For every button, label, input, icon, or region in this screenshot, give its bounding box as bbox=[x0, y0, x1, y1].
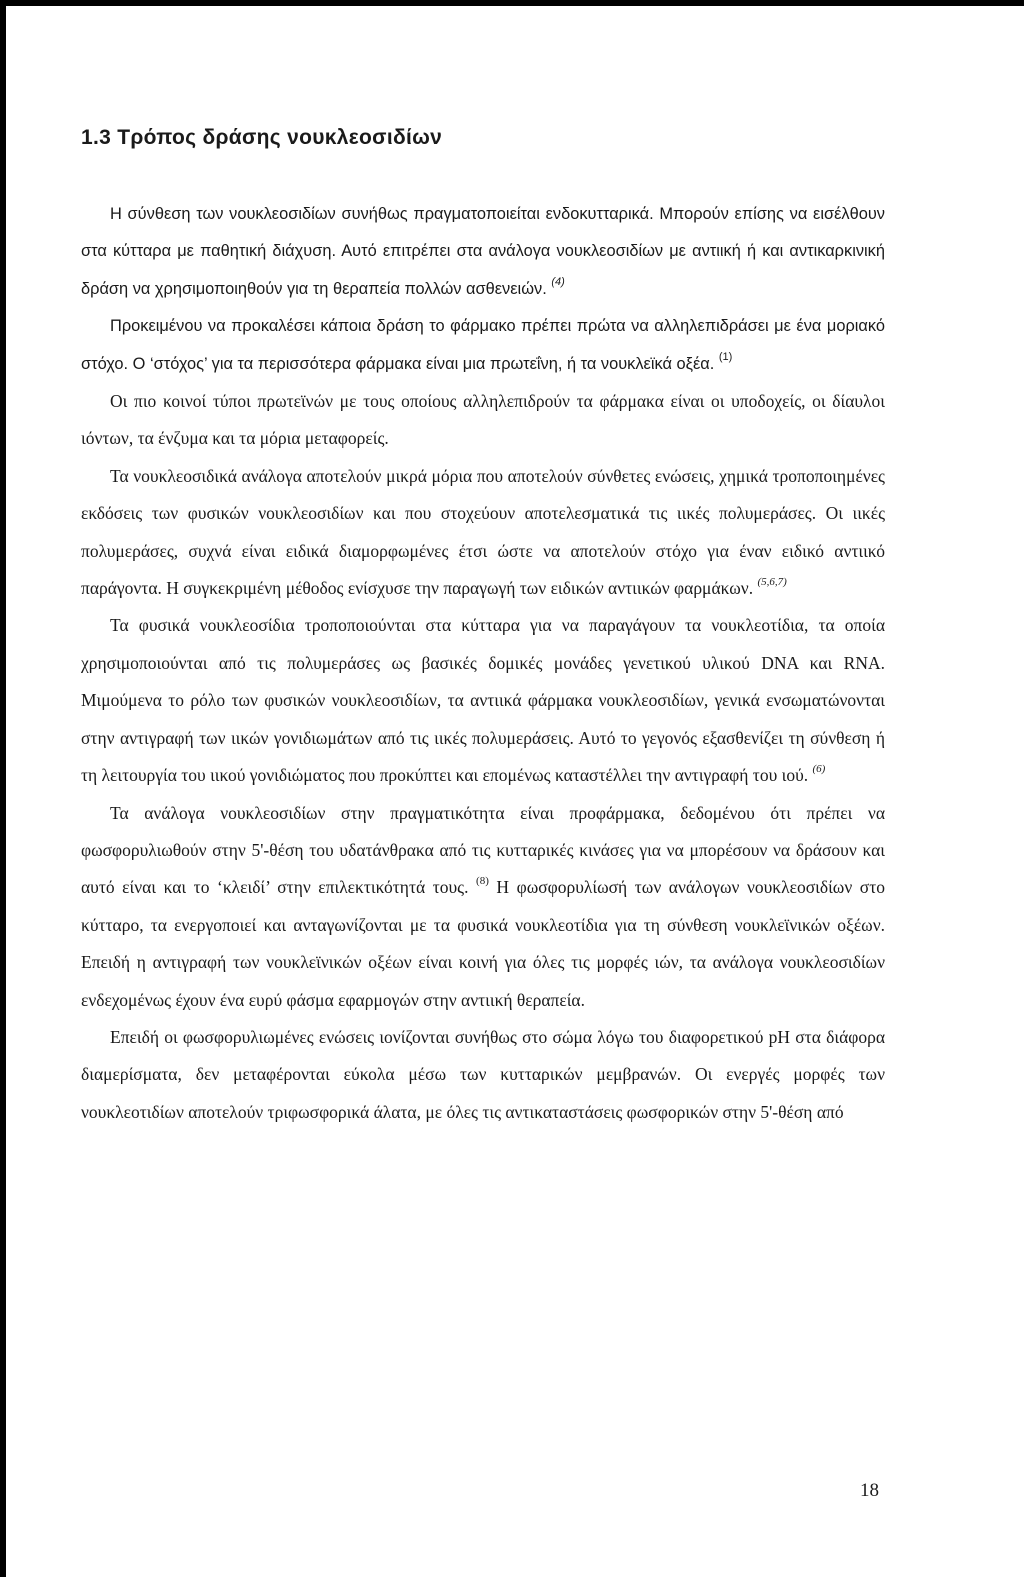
citation-ref: (4) bbox=[551, 275, 565, 288]
paragraph-2-text: Προκειμένου να προκαλέσει κάποια δράση το φάρμακο πρέπει πρώτα να αλληλεπιδράσει με ένα μοριακό στόχο. Ο ‘στόχος’ για τα περισσότερα φάρμακα είναι μια πρωτεΐνη, ή τα νουκλεϊκά οξέα. bbox=[81, 317, 885, 373]
page-number: 18 bbox=[860, 1480, 879, 1501]
paragraph-1-text: Η σύνθεση των νουκλεοσιδίων συνήθως πραγματοποιείται ενδοκυτταρικά. Μπορούν επίσης να εισέλθουν στα κύτταρα με παθητική διάχυση. Αυτό επιτρέπει στα ανάλογα νουκλεοσιδίων με αντιική ή και αντικαρκινική δράση να χρησιμοποιηθούν για τη θεραπεία πολλών ασθενειών. bbox=[81, 205, 885, 298]
paragraph-7-text: Επειδή οι φωσφορυλιωμένες ενώσεις ιονίζονται συνήθως στο σώμα λόγω του διαφορετικού pH στα διάφορα διαμερίσματα, δεν μεταφέρονται εύκολα μέσω των κυτταρικών μεμβρανών. Οι ενεργές μορφές των νουκλεοτιδίων αποτελούν τριφωσφορικά άλατα, με όλες τις αντικαταστάσεις φωσφορικών στην 5'-θέση από bbox=[81, 1026, 885, 1122]
paragraph-3-text: Οι πιο κοινοί τύποι πρωτεϊνών με τους οποίους αλληλεπιδρούν τα φάρμακα είναι οι υποδοχείς, οι δίαυλοι ιόντων, τα ένζυμα και τα μόρια μεταφορείς. bbox=[81, 391, 885, 449]
paragraph-7 bbox=[81, 1019, 885, 1131]
citation-ref: (6) bbox=[812, 763, 826, 776]
paragraph-5-text: Τα φυσικά νουκλεοσίδια τροποποιούνται στα κύτταρα για να παραγάγουν τα νουκλεοτίδια, τα οποία χρησιμοποιούνται από τις πολυμεράσες ως βασικές δομικές μονάδες γενετικού υλικού DNA και RNA. Μιμούμενα το ρόλο των φυσικών νουκλεοσιδίων, τα αντιικά φάρμακα νουκλεοσιδίων, γενικά ενσωματώνονται στην αντιγραφή των ιικών γονιδιωμάτων από τις ιικές πολυμεράσεις. Αυτό το γεγονός εξασθενίζει τη σύνθεση ή τη λειτουργία του ιικού γονιδιώματος που προκύπτει και επομένως καταστέλλει την αντιγραφή του ιού. bbox=[81, 615, 885, 786]
body-text bbox=[81, 196, 885, 1131]
paragraph-6-text: Τα ανάλογα νουκλεοσιδίων στην πραγματικότητα είναι προφάρμακα, δεδομένου ότι πρέπει να φωσφορυλιωθούν στην 5'-θέση του υδατάνθρακα από τις κυτταρικές κινάσες για να μπορέσουν να δράσουν και αυτό είναι και το ‘κλειδί’ στην επιλεκτικότητά τους. bbox=[81, 802, 885, 898]
paragraph-6-tail: Η φωσφορυλίωσή των ανάλογων νουκλεοσιδίων στο κύτταρο, τα ενεργοποιεί και ανταγωνίζονται με τα φυσικά νουκλεοτίδια για τη σύνθεση νουκλεϊνικών οξέων. Επειδή η αντιγραφή των νουκλεϊνικών οξέων είναι κοινή για όλες τις μορφές ιών, τα ανάλογα νουκλεοσιδίων ενδεχομένως έχουν ένα ευρύ φάσμα εφαρμογών στην αντιική θεραπεία. bbox=[81, 877, 886, 1010]
paragraph-2 bbox=[81, 308, 885, 383]
paragraph-4 bbox=[81, 458, 885, 608]
citation-ref: (8) bbox=[476, 875, 489, 888]
citation-ref: (1) bbox=[718, 350, 733, 363]
section-title: 1.3 Τρόπος δράσης νουκλεοσιδίων bbox=[81, 126, 443, 149]
paragraph-3 bbox=[81, 383, 885, 458]
paragraph-4-text: Τα νουκλεοσιδικά ανάλογα αποτελούν μικρά μόρια που αποτελούν σύνθετες ενώσεις, χημικά τροποποιημένες εκδόσεις των φυσικών νουκλεοσιδίων και που στοχεύουν αποτελεσματικά τις ιικές πολυμεράσες. Οι ιικές πολυμεράσες, συχνά είναι ειδικά διαμορφωμένες έτσι ώστε να αποτελούν στόχο για έναν ειδικό αντιικό παράγοντα. Η συγκεκριμένη μέθοδος ενίσχυσε την παραγωγή των ειδικών αντιικών φαρμάκων. bbox=[81, 465, 885, 599]
paragraph-5 bbox=[81, 607, 885, 794]
citation-ref: (5,6,7) bbox=[757, 576, 787, 589]
paragraph-1 bbox=[81, 196, 885, 308]
paragraph-6 bbox=[81, 795, 885, 1019]
